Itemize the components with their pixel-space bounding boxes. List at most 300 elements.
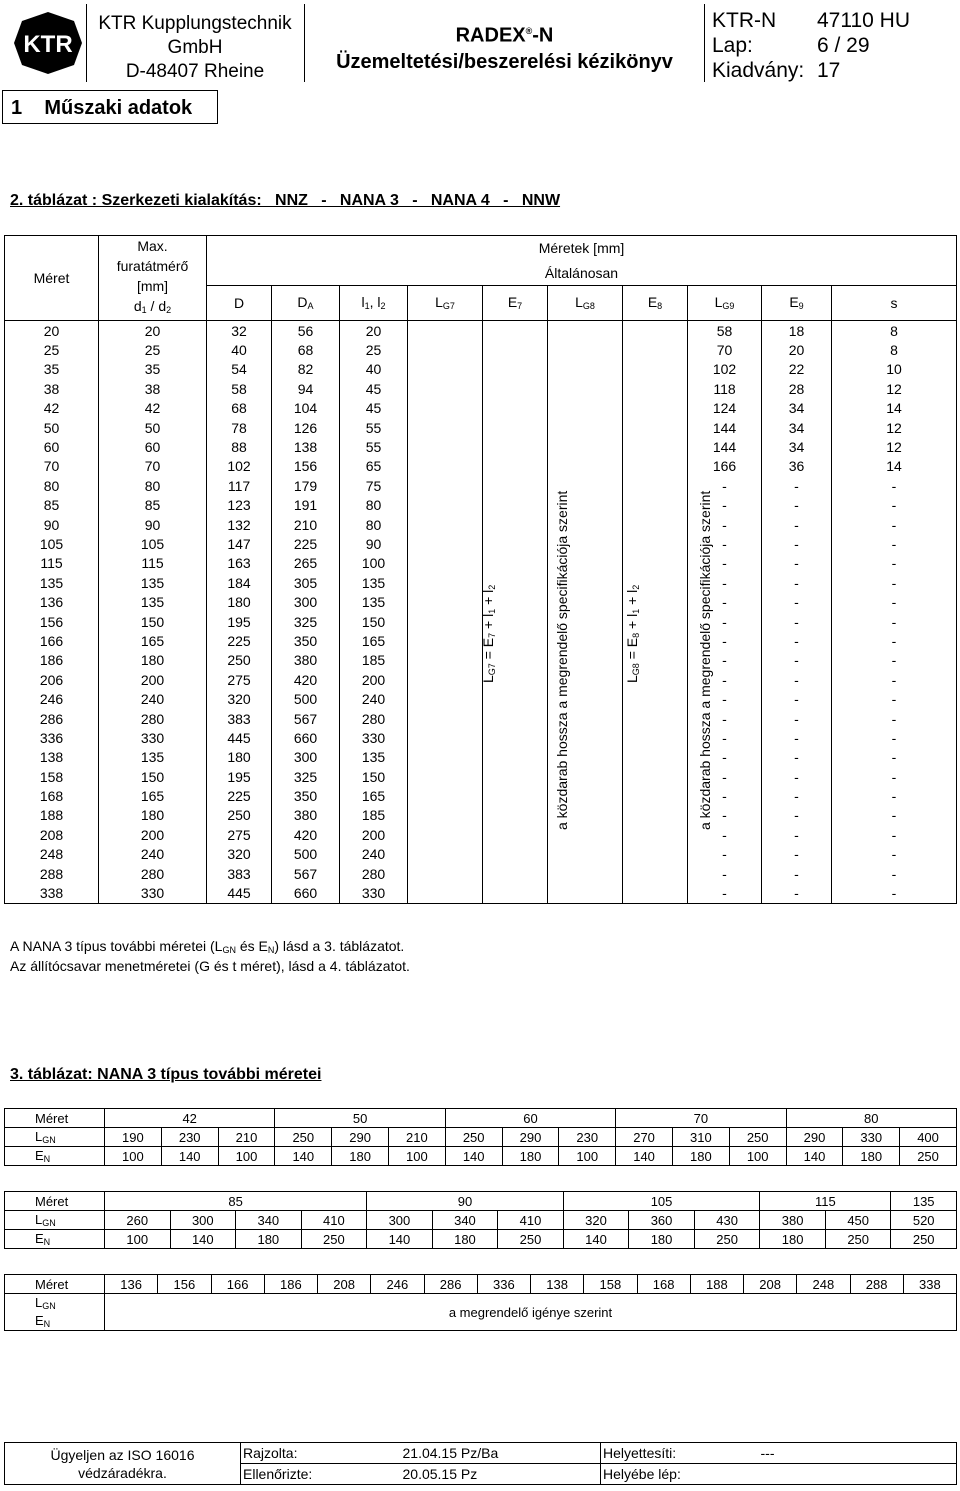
table-cell: - [762,651,832,670]
company-form: GmbH [167,37,223,58]
row-label-en: $E_N$ [5,1312,105,1331]
table-cell: 80 [5,476,99,495]
table-cell: 90 [340,534,408,553]
en-cell: 180 [236,1230,302,1249]
size-cell: 60 [445,1109,615,1128]
lgn-cell: 330 [843,1128,900,1147]
table-cell: - [688,476,762,495]
table-cell: 250 [207,806,272,825]
table-cell: - [688,806,762,825]
table-cell: 150 [340,767,408,786]
table-cell: - [832,631,957,650]
table-cell: 225 [207,786,272,805]
col-header-bore [99,236,207,321]
table-cell: - [832,845,957,864]
en-cell: 180 [760,1230,826,1249]
size-cell: 338 [903,1275,956,1294]
table-cell: - [688,554,762,573]
table-cell: 82 [272,360,340,379]
table-cell: - [762,476,832,495]
size-cell: 288 [850,1275,903,1294]
size-cell: 80 [786,1109,956,1128]
doc-info [712,8,952,83]
table-cell: 68 [272,340,340,359]
table-cell: 20 [340,321,408,341]
table-cell: 20 [5,321,99,341]
table-cell: 200 [340,670,408,689]
table-cell: 180 [207,592,272,611]
table-cell: 42 [5,399,99,418]
table-cell: - [832,573,957,592]
registered-mark: ® [525,26,533,36]
table-cell: - [762,728,832,747]
design-table [4,235,957,904]
table-cell: 240 [99,845,207,864]
en-cell: 180 [432,1230,498,1249]
table-cell: 22 [762,360,832,379]
table-cell: - [832,883,957,903]
size-cell: 90 [367,1192,564,1211]
table-cell: - [688,670,762,689]
en-cell: 140 [445,1147,502,1166]
table-cell: 265 [272,554,340,573]
table-cell: 185 [340,651,408,670]
size-cell: 208 [744,1275,797,1294]
divider [86,4,87,82]
lgn-row [5,1211,957,1230]
table-cell: 115 [99,554,207,573]
row-label-lgn: $L_{GN}$ [5,1128,105,1147]
col-LG9: $L_{G9}$ [688,285,762,320]
table-cell: 78 [207,418,272,437]
ktr-logo [12,10,84,76]
table-cell: 320 [207,689,272,708]
table-cell: 102 [207,457,272,476]
table-cell: 420 [272,825,340,844]
iso-note [5,1443,241,1485]
table2-caption: 2. táblázat : Szerkezeti kialakítás: NNZ - NANA 3 - NANA 4 - NNW [10,192,561,209]
lgn-cell: 290 [332,1128,389,1147]
table-cell: 135 [340,748,408,767]
e7-spec-note: a közdarab hossza a megrendelő specifikációja szerint [554,490,570,830]
table-cell: 195 [207,767,272,786]
table-cell: - [832,515,957,534]
table-cell: 325 [272,612,340,631]
table-cell: 138 [272,437,340,456]
en-cell: 250 [301,1230,367,1249]
table-cell: - [688,534,762,553]
checked-label: Ellenőrizte: [243,1466,313,1482]
table-cell: 25 [5,340,99,359]
bore-header-line: Max. [137,238,168,254]
table-cell: 338 [5,883,99,903]
table-cell: 38 [99,379,207,398]
table-cell: 150 [340,612,408,631]
product-name: RADEX [455,24,526,47]
table-cell: 330 [340,728,408,747]
edition-label: Kiadvány: [712,59,805,82]
table-cell: 42 [99,399,207,418]
row-label-meret: Méret [5,1192,105,1211]
size-cell: 85 [105,1192,367,1211]
table-cell: 660 [272,883,340,903]
table-cell: 58 [688,321,762,341]
general-header: Általánosan [207,260,957,285]
en-cell: 140 [563,1230,629,1249]
table-cell: 20 [99,321,207,341]
table-cell: - [688,515,762,534]
table-cell: 330 [99,728,207,747]
table-cell: 286 [5,709,99,728]
table-cell: - [688,496,762,515]
iso-note-line: védzáradékra. [78,1464,167,1481]
doc-title [307,18,702,75]
table-cell: - [688,767,762,786]
table-cell: 158 [5,767,99,786]
replaced-label: Helyébe lép: [603,1466,681,1482]
table-cell: 208 [5,825,99,844]
lgn-cell: 340 [432,1211,498,1230]
table-cell: 288 [5,864,99,883]
table-cell: 80 [99,476,207,495]
lgn-cell: 520 [891,1211,957,1230]
table-cell: - [762,534,832,553]
table-cell: - [762,748,832,767]
table-cell: 147 [207,534,272,553]
table-cell: 420 [272,670,340,689]
table-cell: 60 [5,437,99,456]
table-cell: 144 [688,418,762,437]
table-cell: 185 [340,806,408,825]
table-cell: 246 [5,689,99,708]
table-cell: 210 [272,515,340,534]
table-cell: 240 [340,689,408,708]
en-cell: 180 [502,1147,559,1166]
table-cell: 34 [762,437,832,456]
doc-number: 47110 HU [817,9,911,32]
table-cell: 117 [207,476,272,495]
table-cell: 25 [340,340,408,359]
section-title: Műszaki adatok [44,97,193,119]
en-cell: 180 [843,1147,900,1166]
company-address: D-48407 Rheine [125,61,265,82]
size-cell: 248 [797,1275,850,1294]
table-cell: 300 [272,748,340,767]
size-cell: 158 [584,1275,637,1294]
col-E9: $E_9$ [762,285,832,320]
table-cell: 180 [207,748,272,767]
svg-text:KTR: KTR [23,31,73,58]
en-cell: 140 [367,1230,433,1249]
bore-header-line: [mm] [136,278,169,294]
table-cell: 50 [99,418,207,437]
lgn-cell: 290 [502,1128,559,1147]
size-cell: 286 [424,1275,477,1294]
table-cell: 70 [5,457,99,476]
table-cell: 166 [688,457,762,476]
table-cell: - [762,806,832,825]
en-cell: 180 [332,1147,389,1166]
row-label-meret: Méret [5,1109,105,1128]
table-cell: 168 [5,786,99,805]
table-cell: - [762,573,832,592]
en-cell: 100 [105,1230,171,1249]
table-cell: 248 [5,845,99,864]
note-table3: A NANA 3 típus további méretei ($L_{GN}$ és $E_N$) lásd a 3. táblázatot. [10,938,405,955]
table-cell: - [832,476,957,495]
lgn-cell: 250 [275,1128,332,1147]
table-cell: 320 [207,845,272,864]
size-row [5,1192,957,1211]
table-cell: 350 [272,786,340,805]
table-cell: 45 [340,379,408,398]
table-cell: 186 [5,651,99,670]
table-cell: 156 [272,457,340,476]
size-cell: 246 [371,1275,424,1294]
lgn-cell: 410 [301,1211,367,1230]
table-cell: 105 [99,534,207,553]
table-cell: 18 [762,321,832,341]
row-label-en: $E_N$ [5,1230,105,1249]
table-cell: 280 [340,864,408,883]
table-cell: 660 [272,728,340,747]
lgn-cell: 400 [900,1128,957,1147]
table-cell: 54 [207,360,272,379]
drawn-value: 21.04.15 Pz/Ba [401,1443,601,1464]
table-cell: 35 [99,360,207,379]
table-cell: - [832,554,957,573]
table-cell: 80 [340,496,408,515]
en-cell: 250 [891,1230,957,1249]
table3-block3 [4,1274,957,1331]
table-cell: 567 [272,709,340,728]
table-cell: - [688,825,762,844]
table-cell: - [832,786,957,805]
table-cell: - [832,806,957,825]
table3-block2 [4,1191,957,1249]
table-cell: 330 [99,883,207,903]
doc-number-label: KTR-N [712,9,777,32]
table-cell: - [832,689,957,708]
en-cell: 100 [218,1147,275,1166]
table-cell: 156 [5,612,99,631]
en-cell: 180 [629,1230,695,1249]
lgn-cell: 260 [105,1211,171,1230]
table-cell: 65 [340,457,408,476]
lgn-cell: 300 [367,1211,433,1230]
row-label-en: $E_N$ [5,1147,105,1166]
en-cell: 100 [559,1147,616,1166]
table-row [5,321,957,341]
table-cell: 144 [688,437,762,456]
table-cell: 45 [340,399,408,418]
table-cell: 85 [99,496,207,515]
table-cell: - [832,709,957,728]
en-cell: 100 [388,1147,445,1166]
table-cell: - [688,612,762,631]
col-LG8: $L_{G8}$ [548,285,623,320]
section-heading [2,90,218,124]
size-cell: 186 [264,1275,317,1294]
lgn-cell: 230 [161,1128,218,1147]
en-cell: 180 [672,1147,729,1166]
col-l1-l2: $l_1$, $l_2$ [340,285,408,320]
lgn-row [5,1294,957,1313]
page-label: Lap: [712,34,753,57]
table-cell: 38 [5,379,99,398]
lgn-cell: 250 [445,1128,502,1147]
table-cell: 383 [207,709,272,728]
lgn-cell: 320 [563,1211,629,1230]
col-E8: $E_8$ [623,285,688,320]
lgn-cell: 300 [170,1211,236,1230]
section-number: 1 [11,97,23,119]
bore-header-line: furatátmérő [116,258,189,274]
table-cell: 90 [5,515,99,534]
table-cell: 206 [5,670,99,689]
company-block [90,12,300,84]
table-cell: 25 [99,340,207,359]
table-cell: 200 [99,825,207,844]
en-cell: 250 [825,1230,891,1249]
table-cell: - [762,631,832,650]
page-header [4,4,956,82]
table-cell: - [762,767,832,786]
lgn-cell: 360 [629,1211,695,1230]
lgn-cell: 210 [388,1128,445,1147]
table-cell: - [762,825,832,844]
table-cell: 150 [99,767,207,786]
table-cell: 200 [340,825,408,844]
table-cell: 55 [340,418,408,437]
en-cell: 140 [161,1147,218,1166]
table-cell: 135 [340,592,408,611]
en-cell: 140 [275,1147,332,1166]
note-table4: Az állítócsavar menetméretei (G és t méret), lásd a 4. táblázatot. [10,958,410,974]
col-s: s [832,285,957,320]
table-cell: - [688,709,762,728]
table-cell: 135 [99,573,207,592]
table-cell: - [762,670,832,689]
table-cell: 94 [272,379,340,398]
table-cell: 138 [5,748,99,767]
table-cell: 50 [5,418,99,437]
size-row [5,1275,957,1294]
table-cell: 225 [272,534,340,553]
lgn-cell: 450 [825,1211,891,1230]
table-cell: 188 [5,806,99,825]
table-cell: - [688,728,762,747]
table-cell: 500 [272,689,340,708]
table-cell: 135 [340,573,408,592]
col-D: D [207,285,272,320]
table-cell: 32 [207,321,272,341]
table-cell: - [832,728,957,747]
table-cell: 300 [272,592,340,611]
table-cell: - [762,709,832,728]
en-cell: 250 [900,1147,957,1166]
size-row [5,1109,957,1128]
table-cell: 240 [99,689,207,708]
table-cell: 280 [340,709,408,728]
table-cell: 166 [5,631,99,650]
table-cell: 85 [5,496,99,515]
table-cell: 80 [340,515,408,534]
en-row [5,1230,957,1249]
table-cell: - [688,786,762,805]
table-cell: 500 [272,845,340,864]
page-footer [4,1442,957,1485]
table-cell: 34 [762,418,832,437]
table-cell: 28 [762,379,832,398]
table-cell: 70 [688,340,762,359]
table-cell: 163 [207,554,272,573]
en-cell: 140 [170,1230,236,1249]
on-request-note: a megrendelő igénye szerint [105,1294,957,1331]
table-cell: 123 [207,496,272,515]
table-cell: - [762,845,832,864]
table-cell: 20 [762,340,832,359]
table-cell: 380 [272,806,340,825]
table-cell: 165 [99,786,207,805]
table-cell: - [832,496,957,515]
table-cell: 40 [340,360,408,379]
table-cell: 567 [272,864,340,883]
table-cell: 55 [340,437,408,456]
lgn-cell: 250 [729,1128,786,1147]
table-cell: 336 [5,728,99,747]
lgn-cell: 410 [498,1211,564,1230]
col-DA: $D_A$ [272,285,340,320]
replaces-value: --- [759,1443,957,1464]
table-cell: - [762,496,832,515]
table-cell: 380 [272,651,340,670]
table-cell: 105 [5,534,99,553]
table-cell: 14 [832,399,957,418]
table-cell: - [688,845,762,864]
table-cell: - [688,651,762,670]
bore-header-line: $d_1 / d_2$ [133,298,172,315]
table-cell: 383 [207,864,272,883]
table-cell: - [832,825,957,844]
en-cell: 140 [616,1147,673,1166]
table-cell: 60 [99,437,207,456]
table3-block1 [4,1108,957,1166]
size-cell: 336 [477,1275,530,1294]
size-cell: 50 [275,1109,445,1128]
lgn-cell: 430 [694,1211,760,1230]
table-cell: 165 [340,631,408,650]
table-cell: 165 [99,631,207,650]
size-cell: 168 [637,1275,690,1294]
table-cell: 180 [99,806,207,825]
size-cell: 70 [616,1109,786,1128]
table-cell: 240 [340,845,408,864]
table-cell: 10 [832,360,957,379]
size-cell: 188 [690,1275,743,1294]
table-cell: 184 [207,573,272,592]
table-cell: 330 [340,883,408,903]
table-cell: - [832,592,957,611]
lgn-cell: 380 [760,1211,826,1230]
table-cell: - [688,864,762,883]
table-cell: - [762,786,832,805]
table-cell: - [832,748,957,767]
table-cell: 150 [99,612,207,631]
table-cell: 132 [207,515,272,534]
lgn-cell: 210 [218,1128,275,1147]
doc-subtitle: Üzemeltetési/beszerelési kézikönyv [336,50,673,73]
